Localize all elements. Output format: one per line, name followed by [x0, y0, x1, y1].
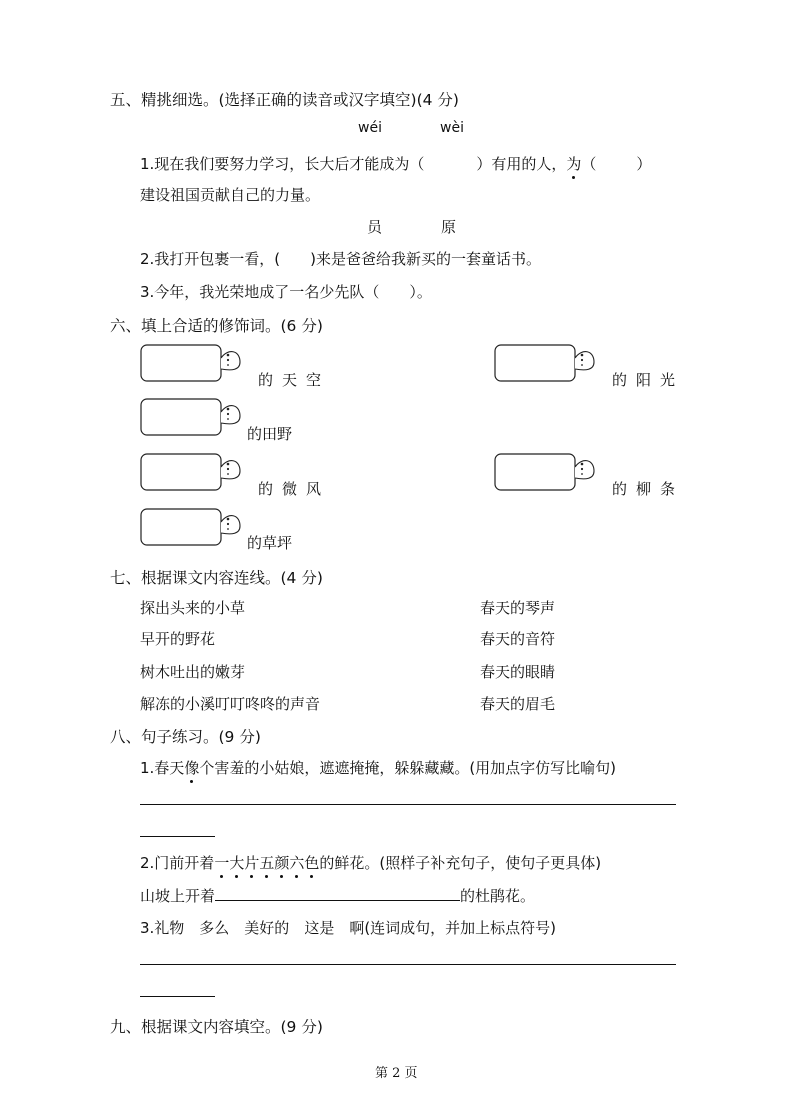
phrase-willow: 的柳条 [612, 480, 685, 498]
phrase-sky: 的天空 [258, 371, 331, 389]
dotted-character: 颜 [274, 854, 290, 872]
question-8-1-part-b: 个害羞的小姑娘，遮遮掩掩，躲躲藏藏。(用加点字仿写比喻句) [199, 759, 617, 777]
fill-bubble-5[interactable] [494, 453, 599, 493]
answer-blank[interactable] [215, 886, 460, 901]
fill-prefix: 山坡上开着 [140, 887, 216, 905]
fill-bubble-1[interactable] [140, 344, 245, 384]
fill-bubble-6[interactable] [140, 508, 245, 548]
fill-bubble-3[interactable] [140, 398, 245, 438]
fill-suffix: 的杜鹃花。 [460, 887, 536, 905]
fill-bubble-4[interactable] [140, 453, 245, 493]
section-5-title: 五、精挑细选。(选择正确的读音或汉字填空)(4 分) [110, 91, 459, 109]
question-5-1 [140, 153, 651, 174]
question-5-1-line2: 建设祖国贡献自己的力量。 [140, 186, 321, 204]
match-right-3[interactable]: 春天的眼睛 [480, 663, 556, 681]
answer-line[interactable] [140, 804, 676, 805]
dotted-character-wei: 为 [566, 155, 582, 173]
section-6-title: 六、填上合适的修饰词。(6 分) [110, 317, 323, 335]
dotted-character: 片 [244, 854, 260, 872]
phrase-sunshine: 的阳光 [612, 371, 685, 389]
match-left-1[interactable]: 探出头来的小草 [140, 599, 246, 617]
question-8-3: 3.礼物 多么 美好的 这是 啊(连词成句，并加上标点符号) [140, 919, 557, 937]
section-9-title: 九、根据课文内容填空。(9 分) [110, 1018, 323, 1036]
question-5-1-part-a: 1.现在我们要努力学习，长大后才能成为（ [140, 155, 425, 173]
question-5-3: 3.今年，我光荣地成了一名少先队（ ）。 [140, 283, 432, 301]
dotted-character-xiang: 像 [184, 759, 200, 777]
match-right-4[interactable]: 春天的眉毛 [480, 695, 556, 713]
answer-line[interactable] [140, 996, 215, 997]
match-left-3[interactable]: 树木吐出的嫩芽 [140, 663, 246, 681]
phrase-field: 的田野 [247, 425, 293, 443]
phrase-lawn: 的草坪 [247, 534, 293, 552]
match-left-4[interactable]: 解冻的小溪叮叮咚咚的声音 [140, 695, 321, 713]
question-5-1-part-d: ） [636, 155, 652, 173]
choice-char-yuan1: 员 [367, 218, 383, 236]
question-8-2-part-a: 2.门前开着 [140, 854, 215, 872]
dotted-character: 色 [304, 854, 320, 872]
question-5-2: 2.我打开包裹一看，( )来是爸爸给我新买的一套童话书。 [140, 250, 542, 268]
phrase-breeze: 的微风 [258, 480, 331, 498]
question-5-1-part-b: ）有用的人， [476, 155, 567, 173]
dotted-character: 一 [214, 854, 230, 872]
answer-line[interactable] [140, 836, 215, 837]
choice-char-yuan2: 原 [441, 218, 457, 236]
page-number: 第 2 页 [375, 1066, 418, 1081]
pinyin-wei2: wéi [358, 120, 382, 136]
pinyin-wei4: wèi [440, 120, 464, 136]
question-8-1 [140, 757, 616, 778]
section-8-title: 八、句子练习。(9 分) [110, 728, 261, 746]
match-left-2[interactable]: 早开的野花 [140, 630, 216, 648]
dotted-character: 六 [289, 854, 305, 872]
match-right-1[interactable]: 春天的琴声 [480, 599, 556, 617]
section-7-title: 七、根据课文内容连线。(4 分) [110, 569, 323, 587]
match-right-2[interactable]: 春天的音符 [480, 630, 556, 648]
question-8-2-fill [140, 885, 535, 906]
dotted-character: 五 [259, 854, 275, 872]
question-8-2 [140, 852, 601, 873]
question-5-1-part-c: （ [581, 155, 597, 173]
dotted-character: 大 [229, 854, 245, 872]
question-8-2-part-b: 的鲜花。(照样子补充句子，使句子更具体) [319, 854, 602, 872]
question-8-1-part-a: 1.春天 [140, 759, 185, 777]
fill-bubble-2[interactable] [494, 344, 599, 384]
answer-line[interactable] [140, 964, 676, 965]
